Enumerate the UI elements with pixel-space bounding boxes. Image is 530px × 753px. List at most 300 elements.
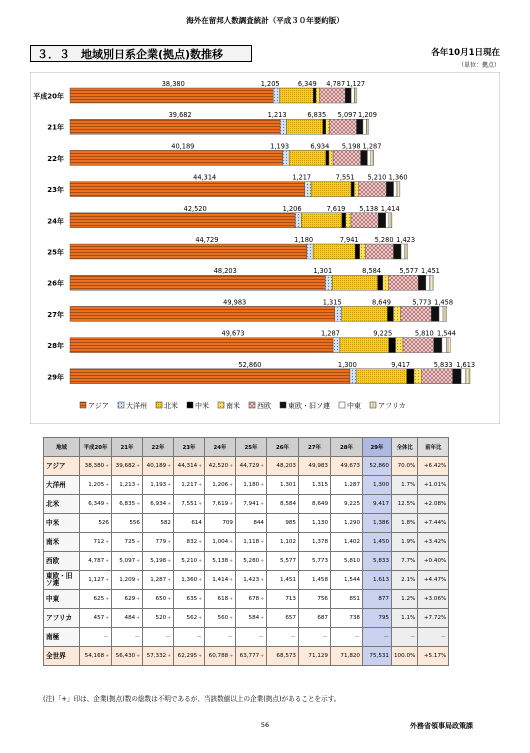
table-cell: 1.8% xyxy=(392,514,418,533)
data-label-oceania-2: 1,193 xyxy=(270,142,290,151)
plus-mark: + xyxy=(260,483,264,488)
bar-south-america-2 xyxy=(329,150,333,165)
table-cell: － xyxy=(236,628,267,647)
data-table xyxy=(43,437,449,666)
bar-eastern-europe-2 xyxy=(361,150,368,165)
plus-mark: + xyxy=(198,559,202,564)
legend-label-south-america: 南米 xyxy=(226,402,240,410)
row-label: 南極 xyxy=(44,628,80,647)
category-label-0: 平成20年 xyxy=(33,92,64,101)
table-header-8: 27年 xyxy=(299,438,331,457)
plus-mark: + xyxy=(105,502,109,507)
legend-swatch-eastern-europe xyxy=(280,402,286,408)
plus-mark: + xyxy=(136,464,140,469)
table-cell: 54,168+ xyxy=(80,647,112,666)
data-label-asia-0: 38,380 xyxy=(161,80,185,88)
bar-central-america-9 xyxy=(407,369,414,384)
data-label-asia-6: 48,203 xyxy=(213,267,237,276)
bar-asia-3 xyxy=(70,182,305,197)
plus-mark: + xyxy=(167,464,171,469)
table-row xyxy=(44,514,449,533)
table-cell: － xyxy=(174,628,205,647)
table-cell: 40,189+ xyxy=(143,457,174,476)
data-label-north-america-7: 8,649 xyxy=(372,298,391,307)
legend-label-middle-east: 中東 xyxy=(347,402,361,410)
plus-mark: + xyxy=(105,578,109,583)
bar-asia-1 xyxy=(70,119,280,134)
table-cell: 795 xyxy=(363,609,392,628)
legend-swatch-central-america xyxy=(187,402,193,408)
data-label-asia-1: 39,682 xyxy=(168,111,192,120)
plus-mark: + xyxy=(105,464,109,469)
table-cell: 712+ xyxy=(80,533,112,552)
bar-eastern-europe-3 xyxy=(386,182,393,197)
bar-north-america-7 xyxy=(342,306,388,321)
bar-oceania-2 xyxy=(283,150,289,165)
bar-africa-7 xyxy=(443,306,447,321)
plus-mark: + xyxy=(105,654,109,659)
table-header-10: 29年 xyxy=(363,438,392,457)
bar-asia-5 xyxy=(70,244,307,259)
table-cell: 1,118+ xyxy=(236,533,267,552)
bar-central-america-2 xyxy=(326,150,329,165)
bar-western-europe-6 xyxy=(389,275,419,290)
table-cell: +3.42% xyxy=(418,533,449,552)
plus-mark: + xyxy=(198,540,202,545)
table-cell: 1.2% xyxy=(392,590,418,609)
bar-middle-east-1 xyxy=(363,119,366,134)
plus-mark: + xyxy=(167,559,171,564)
table-cell: +7.44% xyxy=(418,514,449,533)
bar-eastern-europe-8 xyxy=(434,338,442,353)
table-header-9: 28年 xyxy=(331,438,363,457)
table-cell: 44,729+ xyxy=(236,457,267,476)
table-header-4: 23年 xyxy=(174,438,205,457)
bar-south-america-8 xyxy=(396,338,403,353)
table-cell: 556 xyxy=(112,514,143,533)
data-label-eastern-europe-3: 1,360 xyxy=(388,173,408,182)
table-cell: 2.1% xyxy=(392,571,418,590)
plus-mark: + xyxy=(198,578,202,583)
data-label-asia-7: 49,983 xyxy=(223,298,247,307)
table-cell: 56,430+ xyxy=(112,647,143,666)
table-cell: 7,941+ xyxy=(236,495,267,514)
bar-asia-9 xyxy=(70,369,350,384)
bar-south-america-5 xyxy=(360,244,366,259)
table-cell: 5,773 xyxy=(299,552,331,571)
plus-mark: + xyxy=(198,654,202,659)
table-cell: － xyxy=(80,628,112,647)
legend-swatch-africa xyxy=(370,402,376,408)
plus-mark: + xyxy=(198,597,202,602)
legend-label-oceania: 大洋州 xyxy=(126,402,147,410)
table-row xyxy=(44,590,449,609)
table-cell: 1.1% xyxy=(392,609,418,628)
table-cell: － xyxy=(205,628,236,647)
table-cell: 1,450 xyxy=(363,533,392,552)
row-label: 中米 xyxy=(44,514,80,533)
plus-mark: + xyxy=(167,483,171,488)
bar-south-america-7 xyxy=(393,306,400,321)
table-row xyxy=(44,609,449,628)
data-label-oceania-1: 1,213 xyxy=(267,111,287,120)
bar-oceania-8 xyxy=(333,338,340,353)
table-cell: － xyxy=(392,628,418,647)
table-cell: 39,682+ xyxy=(112,457,143,476)
table-cell: 738 xyxy=(331,609,363,628)
bar-middle-east-8 xyxy=(442,338,447,353)
table-cell: 614 xyxy=(174,514,205,533)
bar-north-america-5 xyxy=(313,244,355,259)
footnote: (注)「+」印は、企業(拠点)数の総数は不明であるが、当該数値以上の企業(拠点)があることを示す。 xyxy=(43,695,341,703)
table-cell: 618+ xyxy=(205,590,236,609)
data-label-asia-9: 52,860 xyxy=(238,360,262,369)
bar-africa-9 xyxy=(466,369,470,384)
data-label-western-europe-3: 5,210 xyxy=(367,173,387,182)
page-number: 56 xyxy=(260,721,270,729)
data-label-eastern-europe-8: 1,544 xyxy=(437,329,456,338)
category-label-9: 29年 xyxy=(47,373,64,382)
plus-mark: + xyxy=(229,616,233,621)
table-cell: 779+ xyxy=(143,533,174,552)
plus-mark: + xyxy=(167,654,171,659)
table-cell: 5,833 xyxy=(363,552,392,571)
table-cell: 5,810 xyxy=(331,552,363,571)
department-name: 外務省領事局政策課 xyxy=(410,722,473,730)
table-cell: 562+ xyxy=(174,609,205,628)
row-label: 西欧 xyxy=(44,552,80,571)
table-cell: 9,417 xyxy=(363,495,392,514)
bar-eastern-europe-9 xyxy=(453,369,462,384)
table-header-7: 26年 xyxy=(267,438,299,457)
table-header-3: 22年 xyxy=(143,438,174,457)
table-cell: 1,004+ xyxy=(205,533,236,552)
category-label-4: 24年 xyxy=(47,217,64,226)
table-cell: 9,225 xyxy=(331,495,363,514)
bar-africa-0 xyxy=(354,88,356,103)
table-cell: 629+ xyxy=(112,590,143,609)
table-cell: 71,129 xyxy=(299,647,331,666)
table-cell: 725+ xyxy=(112,533,143,552)
bar-north-america-2 xyxy=(289,150,326,165)
bar-oceania-3 xyxy=(305,182,311,197)
table-cell: 484+ xyxy=(112,609,143,628)
table-cell: 52,860 xyxy=(363,457,392,476)
plus-mark: + xyxy=(260,654,264,659)
legend-swatch-asia xyxy=(80,402,86,408)
table-cell: 68,573 xyxy=(267,647,299,666)
data-label-oceania-0: 1,205 xyxy=(260,80,280,88)
table-cell: 60,788+ xyxy=(205,647,236,666)
bar-oceania-1 xyxy=(280,119,286,134)
bar-eastern-europe-0 xyxy=(345,88,351,103)
bar-asia-6 xyxy=(70,275,325,290)
table-cell: 4,787+ xyxy=(80,552,112,571)
bar-western-europe-8 xyxy=(403,338,434,353)
table-cell: － xyxy=(418,628,449,647)
table-cell: 7.7% xyxy=(392,552,418,571)
legend-swatch-north-america xyxy=(156,402,162,408)
data-label-asia-5: 44,729 xyxy=(195,236,219,244)
table-cell: 526 xyxy=(80,514,112,533)
bar-south-america-4 xyxy=(346,213,351,228)
bar-central-america-7 xyxy=(387,306,393,321)
plus-mark: + xyxy=(105,483,109,488)
data-label-oceania-6: 1,301 xyxy=(313,267,333,276)
bar-central-america-1 xyxy=(323,119,326,134)
legend-swatch-western-europe xyxy=(249,402,255,408)
table-cell: 49,673 xyxy=(331,457,363,476)
data-label-western-europe-9: 5,833 xyxy=(433,360,453,369)
bar-eastern-europe-6 xyxy=(418,275,426,290)
table-cell: +5.17% xyxy=(418,647,449,666)
data-label-asia-3: 44,314 xyxy=(193,173,217,182)
plus-mark: + xyxy=(136,597,140,602)
bar-western-europe-7 xyxy=(401,306,432,321)
table-cell: 756 xyxy=(299,590,331,609)
bar-middle-east-2 xyxy=(367,150,370,165)
data-label-western-europe-8: 5,810 xyxy=(414,329,434,338)
table-row xyxy=(44,647,449,666)
data-label-north-america-6: 8,584 xyxy=(362,267,382,276)
table-cell: 1,315 xyxy=(299,476,331,495)
table-header-12: 前年比 xyxy=(418,438,449,457)
bar-asia-7 xyxy=(70,306,335,321)
bar-middle-east-3 xyxy=(394,182,397,197)
data-label-western-europe-0: 4,787 xyxy=(326,80,346,88)
table-cell: +3.06% xyxy=(418,590,449,609)
table-cell: 851 xyxy=(331,590,363,609)
bar-central-america-4 xyxy=(342,213,346,228)
plus-mark: + xyxy=(167,616,171,621)
plus-mark: + xyxy=(260,540,264,545)
table-header-2: 21年 xyxy=(112,438,143,457)
bar-eastern-europe-5 xyxy=(394,244,402,259)
category-label-8: 28年 xyxy=(47,342,64,351)
bar-middle-east-4 xyxy=(386,213,389,228)
table-cell: +4.47% xyxy=(418,571,449,590)
table-cell: 1,378 xyxy=(299,533,331,552)
table-cell: +1.01% xyxy=(418,476,449,495)
plus-mark: + xyxy=(229,559,233,564)
bar-middle-east-6 xyxy=(426,275,430,290)
legend-label-africa: アフリカ xyxy=(378,402,406,410)
table-cell: 1,287+ xyxy=(143,571,174,590)
table-row xyxy=(44,533,449,552)
bar-western-europe-4 xyxy=(351,213,378,228)
table-cell: +6.42% xyxy=(418,457,449,476)
table-cell: 650+ xyxy=(143,590,174,609)
table-cell: 1,217+ xyxy=(174,476,205,495)
category-label-3: 23年 xyxy=(47,186,64,195)
plus-mark: + xyxy=(260,597,264,602)
as-of-date: 各年10月1日現在 xyxy=(431,48,500,58)
row-label: 大洋州 xyxy=(44,476,80,495)
bar-asia-2 xyxy=(70,150,283,165)
table-row xyxy=(44,495,449,514)
data-label-north-america-9: 9,417 xyxy=(391,360,411,369)
table-cell: － xyxy=(143,628,174,647)
legend-label-western-europe: 西欧 xyxy=(257,402,271,410)
bar-central-america-6 xyxy=(378,275,383,290)
section-title: ３．３ 地域別日系企業(拠点)数推移 xyxy=(30,45,252,62)
plus-mark: + xyxy=(198,502,202,507)
plus-mark: + xyxy=(260,464,264,469)
table-cell: 57,332+ xyxy=(143,647,174,666)
data-label-north-america-8: 9,225 xyxy=(373,329,393,338)
plus-mark: + xyxy=(198,483,202,488)
table-cell: 1,130 xyxy=(299,514,331,533)
table-cell: 6,835+ xyxy=(112,495,143,514)
data-label-north-america-4: 7,619 xyxy=(326,204,346,213)
data-label-oceania-4: 1,206 xyxy=(282,204,302,213)
table-cell: 48,203 xyxy=(267,457,299,476)
bar-central-america-3 xyxy=(351,182,354,197)
table-cell: 42,520+ xyxy=(205,457,236,476)
legend-label-north-america: 北米 xyxy=(164,402,178,410)
table-cell: 1,287 xyxy=(331,476,363,495)
table-row xyxy=(44,552,449,571)
bar-south-america-6 xyxy=(383,275,389,290)
plus-mark: + xyxy=(167,578,171,583)
table-cell: 71,820 xyxy=(331,647,363,666)
table-cell: 1,423+ xyxy=(236,571,267,590)
bar-oceania-7 xyxy=(335,306,342,321)
bar-eastern-europe-7 xyxy=(431,306,439,321)
legend-label-asia: アジア xyxy=(88,402,109,410)
row-label: 東欧・旧ソ連 xyxy=(44,571,80,590)
bar-western-europe-5 xyxy=(366,244,394,259)
table-cell: 985 xyxy=(267,514,299,533)
data-label-north-america-3: 7,551 xyxy=(335,173,355,182)
data-label-oceania-7: 1,315 xyxy=(322,298,342,307)
bar-north-america-8 xyxy=(340,338,389,353)
bar-africa-4 xyxy=(389,213,392,228)
table-cell: 457+ xyxy=(80,609,112,628)
plus-mark: + xyxy=(136,483,140,488)
legend-label-eastern-europe: 東欧・旧ソ連 xyxy=(288,402,330,410)
plus-mark: + xyxy=(229,464,233,469)
table-cell: 1,414+ xyxy=(205,571,236,590)
table-cell: 1,544 xyxy=(331,571,363,590)
bar-central-america-0 xyxy=(313,88,316,103)
table-cell: 63,777+ xyxy=(236,647,267,666)
table-header-11: 全体比 xyxy=(392,438,418,457)
data-label-eastern-europe-0: 1,127 xyxy=(346,80,366,88)
table-cell: 12.5% xyxy=(392,495,418,514)
table-cell: 5,138+ xyxy=(205,552,236,571)
table-cell: 1,209+ xyxy=(112,571,143,590)
bar-north-america-4 xyxy=(302,213,342,228)
table-cell: 582 xyxy=(143,514,174,533)
bar-south-america-9 xyxy=(414,369,422,384)
plus-mark: + xyxy=(229,502,233,507)
data-label-north-america-1: 6,835 xyxy=(307,111,327,120)
table-cell: 657 xyxy=(267,609,299,628)
data-label-western-europe-4: 5,138 xyxy=(359,204,379,213)
legend-swatch-middle-east xyxy=(339,402,345,408)
plus-mark: + xyxy=(260,578,264,583)
data-label-eastern-europe-6: 1,451 xyxy=(421,267,440,276)
table-cell: － xyxy=(331,628,363,647)
plus-mark: + xyxy=(229,654,233,659)
table-cell: 6,349+ xyxy=(80,495,112,514)
bar-oceania-9 xyxy=(350,369,357,384)
table-cell: 1,102 xyxy=(267,533,299,552)
table-row xyxy=(44,628,449,647)
bar-north-america-1 xyxy=(287,119,323,134)
table-cell: +7.72% xyxy=(418,609,449,628)
table-cell: 5,577 xyxy=(267,552,299,571)
data-label-asia-2: 40,189 xyxy=(171,142,195,151)
data-label-oceania-9: 1,300 xyxy=(337,360,357,369)
bar-middle-east-0 xyxy=(351,88,354,103)
bar-oceania-6 xyxy=(325,275,332,290)
data-label-north-america-5: 7,941 xyxy=(339,236,359,244)
bar-western-europe-0 xyxy=(320,88,345,103)
table-cell: 687 xyxy=(299,609,331,628)
table-cell: 832+ xyxy=(174,533,205,552)
table-cell: 625+ xyxy=(80,590,112,609)
unit-label: （単位：拠点） xyxy=(457,62,500,69)
table-cell: 1,127+ xyxy=(80,571,112,590)
table-cell: 678+ xyxy=(236,590,267,609)
table-cell: 62,295+ xyxy=(174,647,205,666)
table-cell: 38,380+ xyxy=(80,457,112,476)
bar-western-europe-9 xyxy=(422,369,453,384)
bar-oceania-4 xyxy=(295,213,301,228)
bar-eastern-europe-4 xyxy=(378,213,385,228)
data-label-north-america-0: 6,349 xyxy=(297,80,317,88)
table-cell: 5,280+ xyxy=(236,552,267,571)
data-label-asia-8: 49,673 xyxy=(221,329,245,338)
table-cell: 1.7% xyxy=(392,476,418,495)
table-cell: 1,193+ xyxy=(143,476,174,495)
plus-mark: + xyxy=(229,578,233,583)
bar-south-america-3 xyxy=(354,182,358,197)
table-cell: +0.40% xyxy=(418,552,449,571)
bar-middle-east-9 xyxy=(461,369,466,384)
table-row xyxy=(44,476,449,495)
table-cell: +2.08% xyxy=(418,495,449,514)
plus-mark: + xyxy=(136,616,140,621)
plus-mark: + xyxy=(229,483,233,488)
data-label-western-europe-2: 5,198 xyxy=(341,142,361,151)
table-cell: 584+ xyxy=(236,609,267,628)
table-cell: 5,210+ xyxy=(174,552,205,571)
row-label: アジア xyxy=(44,457,80,476)
bar-asia-8 xyxy=(70,338,333,353)
plus-mark: + xyxy=(136,654,140,659)
table-cell: 560+ xyxy=(205,609,236,628)
category-label-6: 26年 xyxy=(47,279,64,288)
table-cell: 100.0% xyxy=(392,647,418,666)
report-header: 海外在留邦人数調査統計（平成３０年要約版） xyxy=(186,16,344,25)
table-cell: － xyxy=(299,628,331,647)
plus-mark: + xyxy=(167,597,171,602)
table-cell: 5,097+ xyxy=(112,552,143,571)
table-cell: 1,290 xyxy=(331,514,363,533)
data-label-western-europe-5: 5,280 xyxy=(374,236,394,244)
data-label-asia-4: 42,520 xyxy=(183,204,207,213)
row-label: 全世界 xyxy=(44,647,80,666)
table-cell: 49,983 xyxy=(299,457,331,476)
bar-south-america-0 xyxy=(316,88,320,103)
bar-middle-east-5 xyxy=(401,244,405,259)
table-cell: 1,451 xyxy=(267,571,299,590)
plus-mark: + xyxy=(167,502,171,507)
table-header-0: 地域 xyxy=(44,438,80,457)
